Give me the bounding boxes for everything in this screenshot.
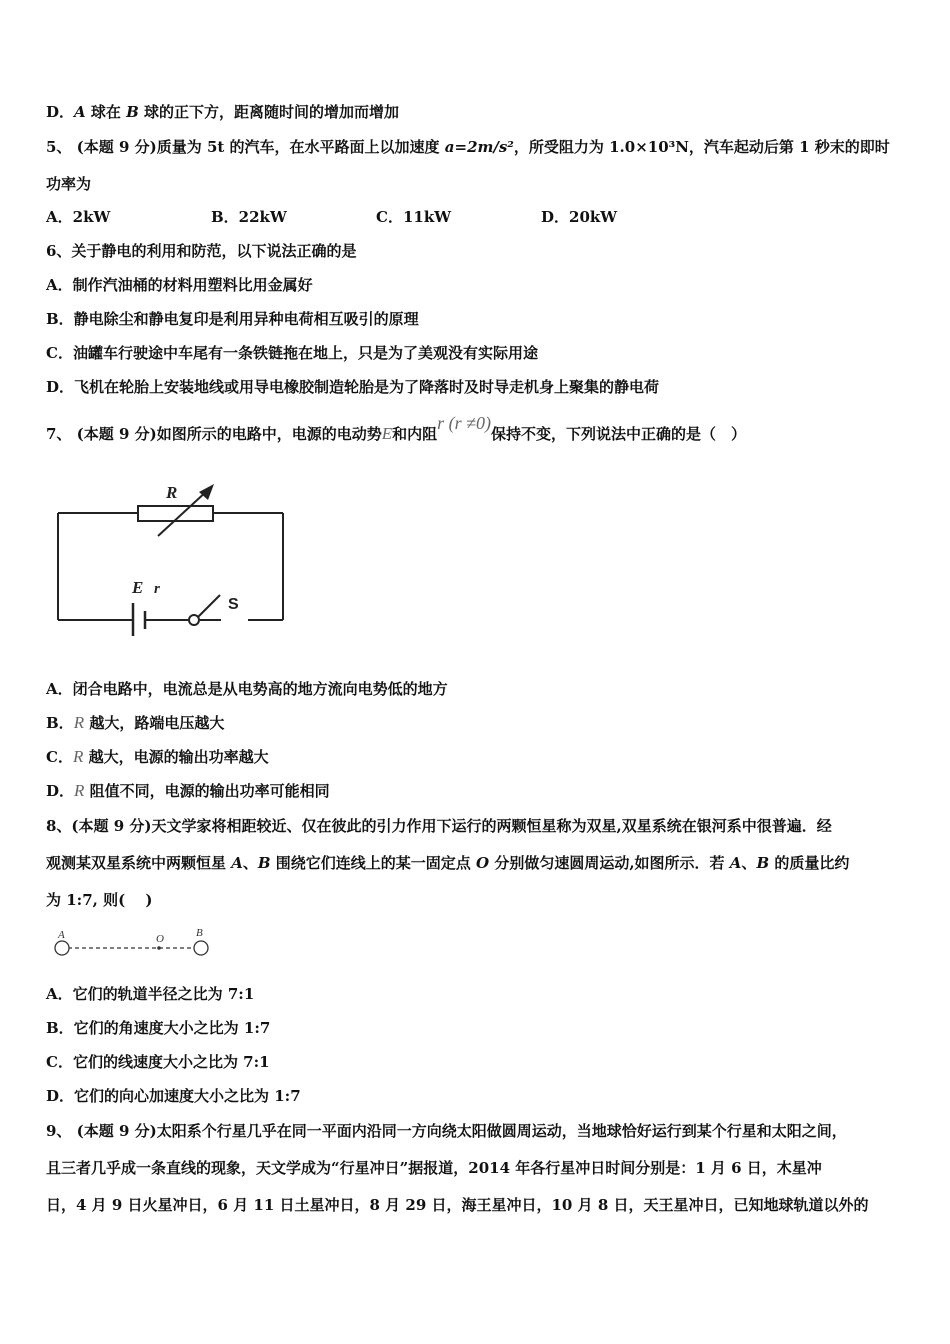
q8-binary-star-figure <box>50 924 220 964</box>
q8-stem-line3: 为 1:7, 则( ) <box>46 891 153 909</box>
q6-option-d[interactable]: D．飞机在轮胎上安装地线或用导电橡胶制造轮胎是为了降落时及时导走机身上聚集的静电荷 <box>46 378 660 396</box>
q5-option-b[interactable]: B．22kW <box>211 208 287 226</box>
q7-option-b[interactable]: B．R 越大，路端电压越大 <box>46 713 225 732</box>
label-a: A <box>58 929 65 941</box>
q8-option-a[interactable]: A．它们的轨道半径之比为 7:1 <box>46 985 255 1003</box>
q9-stem-line1: 9、 (本题 9 分)太阳系个行星几乎在同一平面内沿同一方向绕太阳做圆周运动，当地球恰好运行到某个行星和太阳之间， <box>46 1122 847 1140</box>
q5-option-a[interactable]: A．2kW <box>46 208 111 226</box>
q7-option-a[interactable]: A．闭合电路中，电流总是从电势高的地方流向电势低的地方 <box>46 680 448 698</box>
label-b: B <box>196 927 203 939</box>
label-e: E <box>132 578 144 597</box>
q5-stem-line1: 5、 (本题 9 分)质量为 5t 的汽车，在水平路面上以加速度 a=2m/s²，所受阻力为 1.0×10³N，汽车起动后第 1 秒末的即时 <box>46 138 890 156</box>
q7-stem: 7、 (本题 9 分)如图所示的电路中，电源的电动势E和内阻r (r ≠0)保持不变，下列说法中正确的是（ ） <box>46 413 747 443</box>
star-a <box>55 941 69 955</box>
q8-stem-line1: 8、(本题 9 分)天文学家将相距较近、仅在彼此的引力作用下运行的两颗恒星称为双星,双星系统在银河系中很普遍．经 <box>46 817 832 835</box>
q8-option-c[interactable]: C．它们的线速度大小之比为 7:1 <box>46 1053 270 1071</box>
q9-stem-line2: 且三者几乎成一条直线的现象，天文学成为“行星冲日”据报道，2014 年各行星冲日时间分别是：1 月 6 日，木星冲 <box>46 1159 822 1177</box>
q4-option-d: D．A 球在 B 球的正下方，距离随时间的增加而增加 <box>46 103 400 121</box>
label-r: R <box>166 483 178 502</box>
q5-stem-line2: 功率为 <box>46 175 92 193</box>
q9-stem-line3: 日，4 月 9 日火星冲日，6 月 11 日土星冲日，8 月 29 日，海王星冲日，10 月 8 日，天王星冲日，已知地球轨道以外的 <box>46 1196 869 1214</box>
switch-blade <box>198 595 220 617</box>
q7-circuit-figure <box>48 478 293 648</box>
star-b <box>194 941 208 955</box>
label-small-r: r <box>154 581 160 597</box>
q6-option-b[interactable]: B．静电除尘和静电复印是利用异种电荷相互吸引的原理 <box>46 310 419 328</box>
q5-option-d[interactable]: D．20kW <box>541 208 618 226</box>
q8-option-d[interactable]: D．它们的向心加速度大小之比为 1:7 <box>46 1087 301 1105</box>
q6-stem: 6、关于静电的利用和防范，以下说法正确的是 <box>46 242 357 260</box>
q6-option-c[interactable]: C．油罐车行驶途中车尾有一条铁链拖在地上，只是为了美观没有实际用途 <box>46 344 538 362</box>
resistor-arrow-head <box>199 484 214 500</box>
label-s: S <box>228 596 239 613</box>
center-o <box>157 946 161 950</box>
q8-stem-line2: 观测某双星系统中两颗恒星 A、B 围绕它们连线上的某一固定点 O 分别做匀速圆周运动,如图所示．若 A、B 的质量比约 <box>46 854 850 872</box>
label-o: O <box>156 933 164 945</box>
q6-option-a[interactable]: A．制作汽油桶的材料用塑料比用金属好 <box>46 276 313 294</box>
q5-option-c[interactable]: C．11kW <box>376 208 452 226</box>
q8-option-b[interactable]: B．它们的角速度大小之比为 1:7 <box>46 1019 271 1037</box>
q7-option-c[interactable]: C．R 越大，电源的输出功率越大 <box>46 747 269 766</box>
q7-option-d[interactable]: D．R 阻值不同，电源的输出功率可能相同 <box>46 781 330 800</box>
